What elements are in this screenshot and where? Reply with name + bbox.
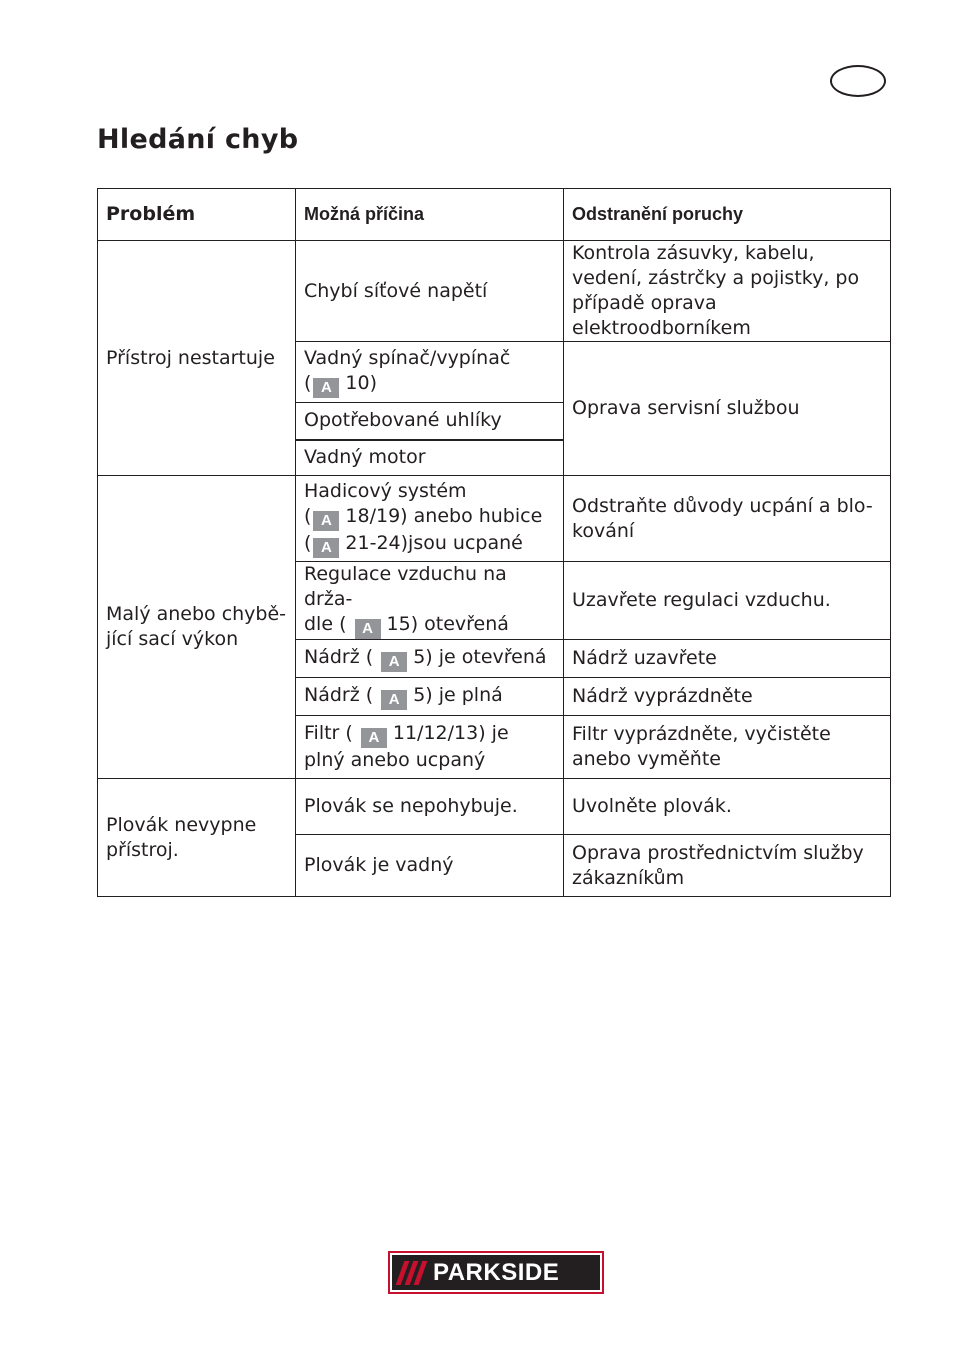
cause-line: 21-24)jsou ucpané [345,532,523,554]
cause-line: 18/19) anebo hubice [345,505,543,527]
remedy-cell: Nádrž uzavřete [564,640,891,678]
cause-cell: Vadný motor [296,440,564,476]
figure-a-ref-icon: A [313,511,339,531]
paren-open: ( [304,532,312,554]
remedy-cell [564,476,891,562]
problem-line: Plovák nevypne [106,813,257,836]
paren-open: ( [304,372,312,394]
remedy-cell: Oprava servisní službou [564,342,891,476]
header-cause: Možná příčina [296,189,564,241]
cause-cell: Plovák se nepohybuje. [296,779,564,835]
cause-cell [296,476,564,562]
table-row [98,476,891,562]
cause-cell [296,678,564,716]
remedy-cell: Uzavřete regulaci vzduchu. [564,562,891,640]
cause-text: 5) je plná [413,684,503,706]
cause-cell: Plovák je vadný [296,835,564,897]
table-row [98,779,891,835]
cause-cell [296,342,564,403]
cause-line: Hadicový systém [304,480,467,502]
cause-line: dle ( [304,613,347,635]
logo-slashes-icon [400,1261,427,1285]
remedy-line: Odstraňte důvody ucpání a blo- [572,494,873,517]
cause-line: Regulace vzduchu na drža- [304,563,507,610]
ref-number: 10) [345,372,378,394]
figure-a-ref-icon: A [381,652,407,672]
figure-a-ref-icon: A [313,538,339,558]
figure-a-ref-icon: A [313,378,339,398]
language-badge [830,65,886,97]
cause-line: 15) otevřená [386,613,509,635]
header-problem: Problém [98,189,296,241]
header-remedy: Odstranění poruchy [564,189,891,241]
cause-text: 11/12/13) je [392,722,509,744]
problem-line: přístroj. [106,838,179,861]
page-title: Hledání chyb [97,124,299,155]
problem-line: jící sací výkon [106,628,239,650]
table-header-row [98,189,891,241]
problem-line: Malý anebo chybě- [106,603,287,625]
cause-cell: Opotřebované uhlíky [296,403,564,440]
figure-a-ref-icon: A [361,728,387,748]
figure-a-ref-icon: A [381,690,407,710]
remedy-line: kování [572,519,635,542]
cause-cell: Chybí síťové napětí [296,241,564,342]
cause-line: plný anebo ucpaný [304,749,486,771]
cause-text: Vadný spínač/vypínač [304,347,511,369]
logo-text: PARKSIDE [433,1258,560,1286]
remedy-cell: Uvolněte plovák. [564,779,891,835]
remedy-cell: Oprava prostřednictvím služby zákazníkům [564,835,891,897]
problem-cell: Přístroj nestartuje [98,241,296,476]
figure-a-ref-icon: A [355,619,381,639]
remedy-cell: Nádrž vyprázdněte [564,678,891,716]
paren-open: ( [304,505,312,527]
remedy-cell: Filtr vyprázdněte, vyčistěte anebo vyměňte [564,716,891,779]
cause-cell [296,716,564,779]
problem-cell [98,476,296,779]
parkside-logo [390,1253,602,1292]
cause-text: Filtr ( [304,722,353,744]
problem-cell [98,779,296,897]
cause-text: Nádrž ( [304,646,374,668]
cause-text: 5) je otevřená [413,646,547,668]
table-row [98,241,891,342]
troubleshooting-table [97,188,891,897]
remedy-cell: Kontrola zásuvky, kabelu, vedení, zástrčky a pojistky, po případě oprava elektroodborníkem [564,241,891,342]
cause-cell [296,640,564,678]
cause-cell [296,562,564,640]
cause-text: Nádrž ( [304,684,374,706]
